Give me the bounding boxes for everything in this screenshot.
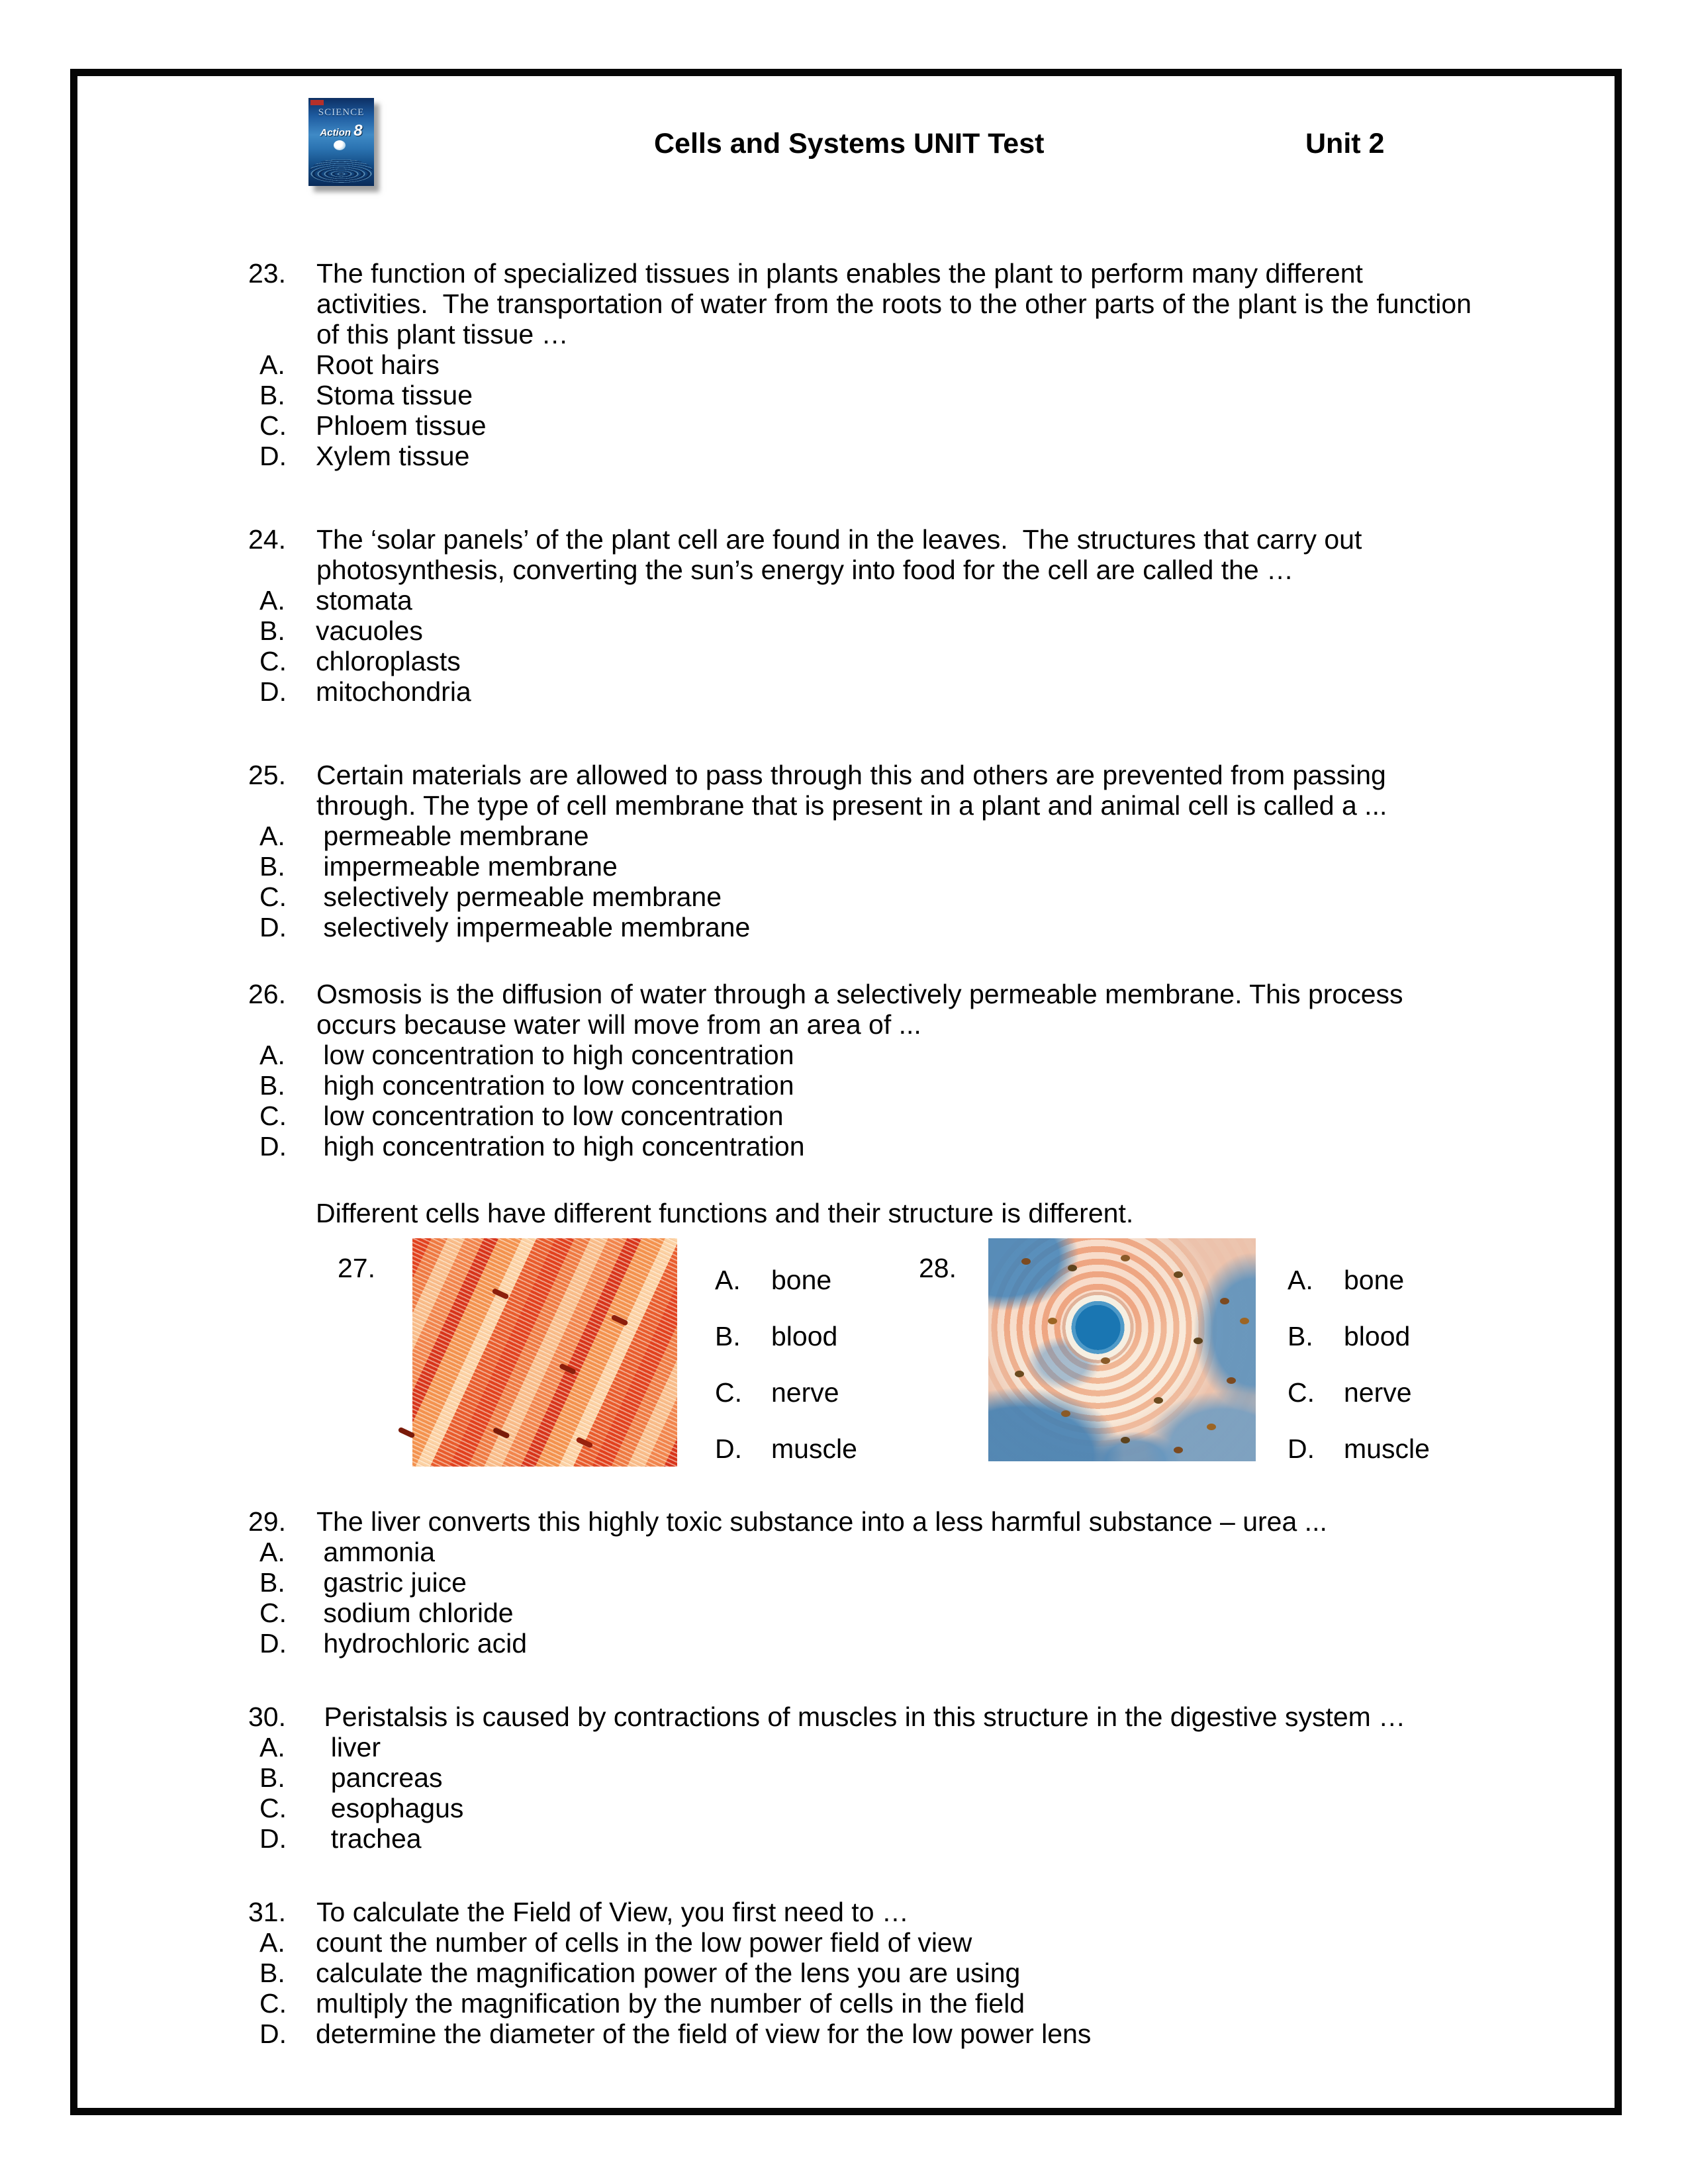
answer-option <box>259 912 1572 942</box>
answer-option <box>715 1265 857 1295</box>
answer-option <box>1288 1433 1430 1464</box>
option-letter: C. <box>715 1377 742 1408</box>
option-text: permeable membrane <box>316 821 589 851</box>
option-letter: D. <box>1288 1433 1315 1464</box>
option-letter: C. <box>259 410 287 441</box>
option-letter: C. <box>259 882 287 912</box>
option-letter: C. <box>259 1598 287 1628</box>
question-line: Osmosis is the diffusion of water through a selectively permeable membrane. This process <box>316 979 1403 1009</box>
option-text: vacuoles <box>316 615 423 646</box>
option-letter: A. <box>259 1927 285 1958</box>
option-letter: A. <box>1288 1265 1313 1295</box>
muscle-tissue-micrograph <box>412 1238 677 1467</box>
option-text: sodium chloride <box>316 1598 514 1628</box>
option-text: calculate the magnification power of the lens you are using <box>316 1958 1021 1988</box>
option-letter: C. <box>259 1101 287 1131</box>
page-title: Cells and Systems UNIT Test <box>654 128 1045 159</box>
question-block <box>248 1897 1572 2049</box>
option-text: impermeable membrane <box>316 851 618 882</box>
science-in-action-book-logo <box>308 98 374 186</box>
option-text: nerve <box>771 1377 839 1408</box>
logo-action-word: Action <box>320 127 354 138</box>
question-row <box>248 1506 1572 1537</box>
question-row <box>248 1702 1572 1732</box>
option-text: Stoma tissue <box>316 380 473 410</box>
option-letter: B. <box>259 1070 285 1101</box>
answer-option <box>715 1377 857 1408</box>
answer-option <box>259 1762 1572 1793</box>
bone-tissue-micrograph <box>988 1238 1256 1461</box>
image-questions-row <box>248 1238 1572 1467</box>
option-text: pancreas <box>316 1762 443 1793</box>
option-text: mitochondria <box>316 676 471 707</box>
logo-corner-chip <box>310 100 324 105</box>
option-text: high concentration to high concentration <box>316 1131 805 1161</box>
answer-option <box>259 380 1572 410</box>
question-text <box>316 1506 1327 1537</box>
question-line: Certain materials are allowed to pass through this and others are prevented from passing <box>316 760 1386 790</box>
option-letter: A. <box>259 349 285 380</box>
answer-option <box>259 646 1572 676</box>
option-letter: A. <box>259 585 285 615</box>
question-line: of this plant tissue … <box>316 319 569 349</box>
option-letter: C. <box>259 646 287 676</box>
question-row <box>248 258 1572 349</box>
questions-29-31 <box>248 1506 1572 2049</box>
question-number: 26. <box>248 979 286 1009</box>
question-text <box>316 524 1362 585</box>
answer-option <box>259 2019 1572 2049</box>
option-letter: A. <box>715 1265 741 1295</box>
option-text: bone <box>771 1265 832 1295</box>
option-text: liver <box>316 1732 381 1762</box>
option-text: Xylem tissue <box>316 441 470 471</box>
option-text: multiply the magnification by the number of cells in the field <box>316 1988 1025 2019</box>
unit-label: Unit 2 <box>1305 128 1385 159</box>
option-text: blood <box>771 1321 838 1351</box>
option-letter: D. <box>715 1433 742 1464</box>
question-28-number: 28. <box>919 1253 957 1283</box>
option-text: Root hairs <box>316 349 440 380</box>
water-drop-icon <box>334 140 346 150</box>
option-letter: C. <box>1288 1377 1315 1408</box>
answer-option <box>259 1537 1572 1567</box>
answer-option <box>259 349 1572 380</box>
question-line: To calculate the Field of View, you first need to … <box>316 1897 909 1927</box>
option-letter: C. <box>259 1793 287 1823</box>
answer-option <box>259 821 1572 851</box>
answer-option <box>259 1598 1572 1628</box>
question-27-number: 27. <box>338 1253 375 1283</box>
option-text: nerve <box>1344 1377 1412 1408</box>
questions-23-26 <box>248 258 1572 1161</box>
answer-option <box>259 1823 1572 1854</box>
option-text: blood <box>1344 1321 1411 1351</box>
water-ripple-icon <box>310 159 373 184</box>
question-text <box>316 760 1387 821</box>
option-text: selectively impermeable membrane <box>316 912 751 942</box>
questions-area <box>248 258 1572 2049</box>
question-row <box>248 1897 1572 1927</box>
option-text: bone <box>1344 1265 1405 1295</box>
question-line: The liver converts this highly toxic substance into a less harmful substance – urea ... <box>316 1506 1327 1537</box>
option-letter: B. <box>259 380 285 410</box>
question-number: 24. <box>248 524 286 555</box>
question-number: 25. <box>248 760 286 790</box>
option-letter: D. <box>259 1823 287 1854</box>
question-row <box>248 524 1572 585</box>
option-text: selectively permeable membrane <box>316 882 722 912</box>
option-text: ammonia <box>316 1537 436 1567</box>
option-letter: B. <box>259 615 285 646</box>
option-letter: D. <box>259 676 287 707</box>
option-letter: B. <box>715 1321 741 1351</box>
answer-option <box>259 1927 1572 1958</box>
question-text <box>316 258 1472 349</box>
answer-option <box>259 1628 1572 1659</box>
question-line: The ‘solar panels’ of the plant cell are found in the leaves. The structures that carry out <box>316 524 1362 555</box>
option-text: muscle <box>771 1433 857 1464</box>
answer-option <box>259 410 1572 441</box>
option-text: determine the diameter of the field of view for the low power lens <box>316 2019 1092 2049</box>
option-letter: C. <box>259 1988 287 2019</box>
option-letter: D. <box>259 1628 287 1659</box>
answer-option <box>1288 1321 1430 1351</box>
answer-option <box>259 1131 1572 1161</box>
question-block <box>248 1506 1572 1659</box>
question-number: 29. <box>248 1506 286 1537</box>
question-line: photosynthesis, converting the sun’s energy into food for the cell are called the … <box>316 555 1294 585</box>
option-text: chloroplasts <box>316 646 461 676</box>
question-27-options <box>715 1265 857 1490</box>
question-row <box>248 979 1572 1040</box>
question-block <box>248 524 1572 707</box>
option-letter: A. <box>259 1732 285 1762</box>
option-letter: A. <box>259 1537 285 1567</box>
answer-option <box>1288 1265 1430 1295</box>
option-text: low concentration to low concentration <box>316 1101 784 1131</box>
option-letter: D. <box>259 1131 287 1161</box>
answer-option <box>259 851 1572 882</box>
answer-option <box>715 1433 857 1464</box>
logo-number: 8 <box>353 122 363 140</box>
option-text: trachea <box>316 1823 422 1854</box>
option-text: gastric juice <box>316 1567 467 1598</box>
option-letter: D. <box>259 912 287 942</box>
answer-option <box>259 1732 1572 1762</box>
question-block <box>248 979 1572 1161</box>
option-letter: B. <box>259 851 285 882</box>
option-letter: D. <box>259 441 287 471</box>
question-text <box>316 979 1403 1040</box>
option-text: high concentration to low concentration <box>316 1070 794 1101</box>
option-letter: B. <box>1288 1321 1313 1351</box>
answer-option <box>259 1040 1572 1070</box>
question-block <box>248 1702 1572 1854</box>
question-text <box>316 1897 909 1927</box>
option-text: muscle <box>1344 1433 1430 1464</box>
question-text <box>316 1702 1405 1732</box>
answer-option <box>259 1793 1572 1823</box>
answer-option <box>1288 1377 1430 1408</box>
option-text: count the number of cells in the low power field of view <box>316 1927 972 1958</box>
answer-option <box>259 585 1572 615</box>
question-row <box>248 760 1572 821</box>
option-letter: D. <box>259 2019 287 2049</box>
option-text: Phloem tissue <box>316 410 487 441</box>
option-letter: B. <box>259 1958 285 1988</box>
option-letter: A. <box>259 1040 285 1070</box>
question-number: 31. <box>248 1897 286 1927</box>
answer-option <box>259 1958 1572 1988</box>
question-block <box>248 258 1572 471</box>
answer-option <box>259 882 1572 912</box>
question-line: activities. The transportation of water from the roots to the other parts of the plant is the function <box>316 289 1472 319</box>
logo-science-text: SCIENCE <box>318 107 365 118</box>
logo-action-text <box>308 122 374 140</box>
answer-option <box>259 1567 1572 1598</box>
question-number: 23. <box>248 258 286 289</box>
option-letter: B. <box>259 1762 285 1793</box>
answer-option <box>259 1988 1572 2019</box>
question-line: Peristalsis is caused by contractions of muscles in this structure in the digestive system … <box>316 1702 1406 1732</box>
question-number: 30. <box>248 1702 286 1732</box>
option-text: low concentration to high concentration <box>316 1040 794 1070</box>
answer-option <box>715 1321 857 1351</box>
question-line: occurs because water will move from an area of ... <box>316 1009 921 1040</box>
option-letter: B. <box>259 1567 285 1598</box>
answer-option <box>259 1101 1572 1131</box>
question-line: through. The type of cell membrane that is present in a plant and animal cell is called a ... <box>316 790 1387 821</box>
option-text: stomata <box>316 585 412 615</box>
answer-option <box>259 441 1572 471</box>
question-line: The function of specialized tissues in plants enables the plant to perform many different <box>316 258 1363 289</box>
option-text: hydrochloric acid <box>316 1628 528 1659</box>
answer-option <box>259 615 1572 646</box>
question-28-options <box>1288 1265 1430 1490</box>
option-text: esophagus <box>316 1793 464 1823</box>
answer-option <box>259 1070 1572 1101</box>
section-intro: Different cells have different functions and their structure is different. <box>316 1198 1134 1228</box>
answer-option <box>259 676 1572 707</box>
question-block <box>248 760 1572 942</box>
option-letter: A. <box>259 821 285 851</box>
